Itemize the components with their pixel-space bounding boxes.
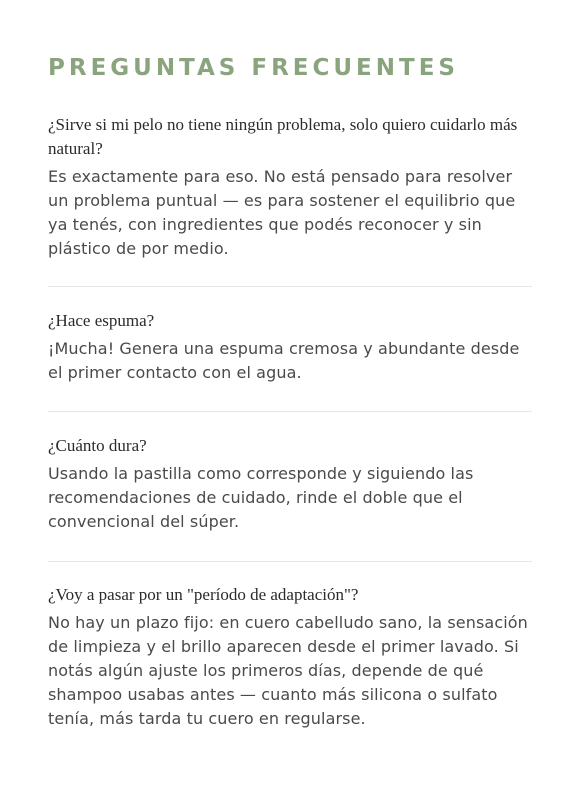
faq-answer: No hay un plazo fijo: en cuero cabelludo sano, la sensación de limpieza y el brillo aparecen desde el primer lavado. Si notás algún ajuste los primeros días, depende de qué shampoo usabas antes — cuanto más silicona o sulfato tenía, más tarda tu cuero en regularse.	[48, 613, 528, 728]
faq-item	[48, 434, 532, 534]
faq-item	[48, 309, 532, 385]
divider	[48, 286, 532, 287]
divider	[48, 561, 532, 562]
faq-item	[48, 583, 532, 731]
page-title: PREGUNTAS FRECUENTES	[48, 55, 459, 81]
faq-answer: Es exactamente para eso. No está pensado para resolver un problema puntual — es para sostener el equilibrio que ya tenés, con ingredientes que podés reconocer y sin plástico de por medio.	[48, 167, 516, 258]
faq-question: ¿Cuánto dura?	[48, 436, 147, 455]
faq-item	[48, 113, 532, 261]
faq-question: ¿Sirve si mi pelo no tiene ningún problema, solo quiero cuidarlo más natural?	[48, 115, 518, 158]
faq-answer: ¡Mucha! Genera una espuma cremosa y abundante desde el primer contacto con el agua.	[48, 339, 520, 382]
faq-question: ¿Hace espuma?	[48, 311, 155, 330]
faq-question: ¿Voy a pasar por un "período de adaptación"?	[48, 585, 359, 604]
faq-answer: Usando la pastilla como corresponde y siguiendo las recomendaciones de cuidado, rinde el doble que el convencional del súper.	[48, 464, 474, 531]
divider	[48, 411, 532, 412]
